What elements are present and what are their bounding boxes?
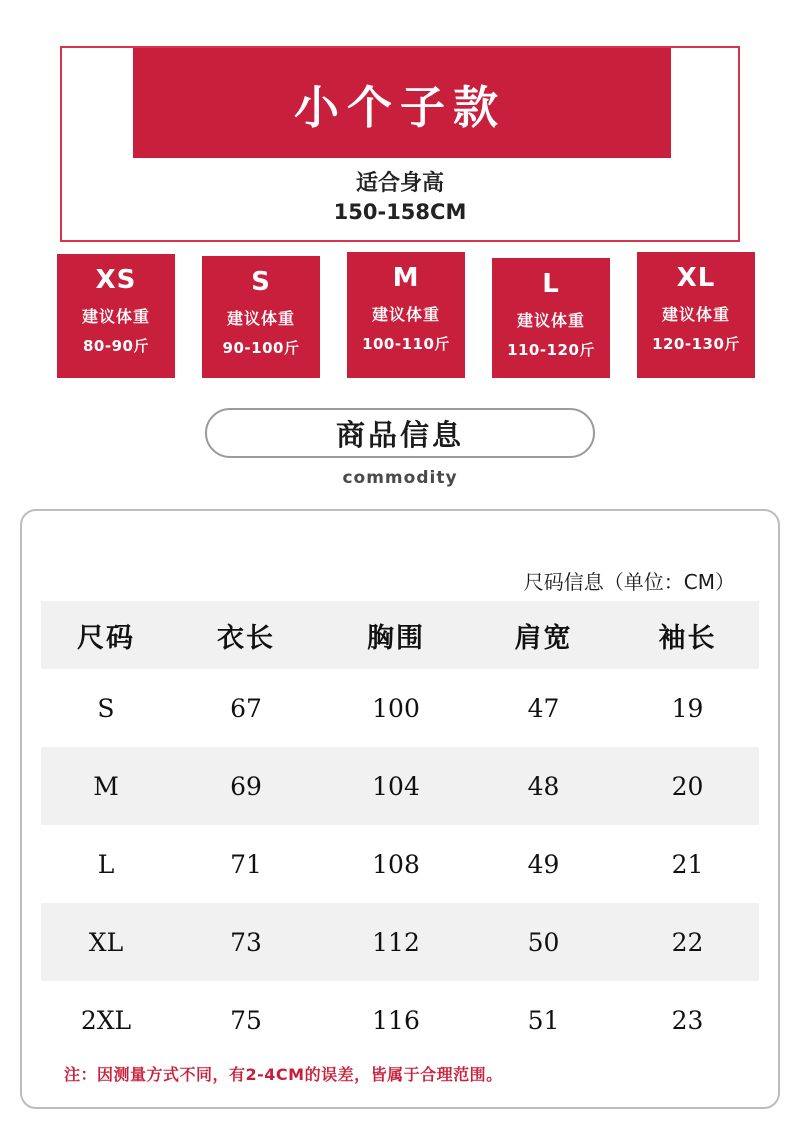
table-cell: 49 [527,849,560,879]
table-header-cell: 尺码 [77,622,135,654]
commodity-info-caption: commodity [342,468,458,488]
size-chip-code: S [251,267,271,297]
table-cell: 47 [527,693,560,723]
size-chip-s [202,256,320,378]
size-chip-weight-label: 建议体重 [516,311,585,330]
table-cell: 50 [527,927,560,957]
hero-banner [60,46,740,242]
size-chip-group [57,252,747,380]
table-cell: 112 [372,927,420,957]
table-cell: 69 [230,771,262,801]
size-chip-weight-value: 110-120斤 [507,341,595,359]
commodity-info-title: 商品信息 [335,417,464,452]
size-chip-weight-value: 90-100斤 [222,339,300,357]
size-chip-weight-value: 80-90斤 [83,337,149,355]
table-header-cell: 胸围 [367,622,425,654]
table-cell: S [97,693,115,723]
table-cell: 2XL [80,1005,132,1035]
table-cell: 100 [372,693,420,723]
size-table-footnote: 注：因测量方式不同，有2-4CM的误差，皆属于合理范围。 [64,1065,503,1084]
size-chip-weight-label: 建议体重 [81,307,150,326]
hero-fit-label: 适合身高 [355,171,444,196]
size-chip-code: L [542,269,560,299]
size-chip-xs [57,254,175,378]
table-cell: 73 [230,927,262,957]
size-table-unit-note: 尺码信息（单位：CM） [523,570,735,594]
table-cell: XL [88,927,124,957]
size-chip-weight-label: 建议体重 [661,305,730,324]
table-row [41,981,759,1059]
size-table [41,601,759,1059]
table-header-cell: 袖长 [658,622,717,654]
table-cell: 75 [230,1005,262,1035]
table-cell: 23 [671,1005,704,1035]
size-chip-code: XL [676,263,716,293]
size-chip-weight-label: 建议体重 [226,309,295,328]
size-chip-xl [637,252,755,378]
table-row [41,747,759,825]
table-cell: 116 [372,1005,420,1035]
table-cell: 22 [671,927,704,957]
size-chip-weight-label: 建议体重 [371,305,440,324]
table-cell: 19 [671,693,704,723]
table-cell: 67 [230,693,262,723]
size-chip-code: XS [95,265,137,295]
table-cell: M [93,771,119,801]
table-cell: 21 [671,849,704,879]
table-cell: 20 [671,771,704,801]
size-table-card [20,509,780,1109]
table-row [41,669,759,747]
table-header-cell: 衣长 [217,622,275,654]
size-chip-m [347,252,465,378]
table-cell: 71 [230,849,262,879]
table-row [41,903,759,981]
size-chip-weight-value: 100-110斤 [362,335,450,353]
hero-title: 小个子款 [293,80,506,134]
table-header-cell: 肩宽 [514,622,573,654]
table-cell: 48 [527,771,560,801]
size-chip-weight-value: 120-130斤 [652,335,740,353]
size-chip-l [492,258,610,378]
size-chip-code: M [392,263,420,293]
table-cell: 104 [372,771,420,801]
table-cell: 51 [527,1005,560,1035]
commodity-info-pill [205,408,595,458]
table-header-row [41,601,759,669]
table-cell: L [97,849,115,879]
table-cell: 108 [372,849,420,879]
hero-height-range: 150-158CM [333,200,467,224]
table-row [41,825,759,903]
